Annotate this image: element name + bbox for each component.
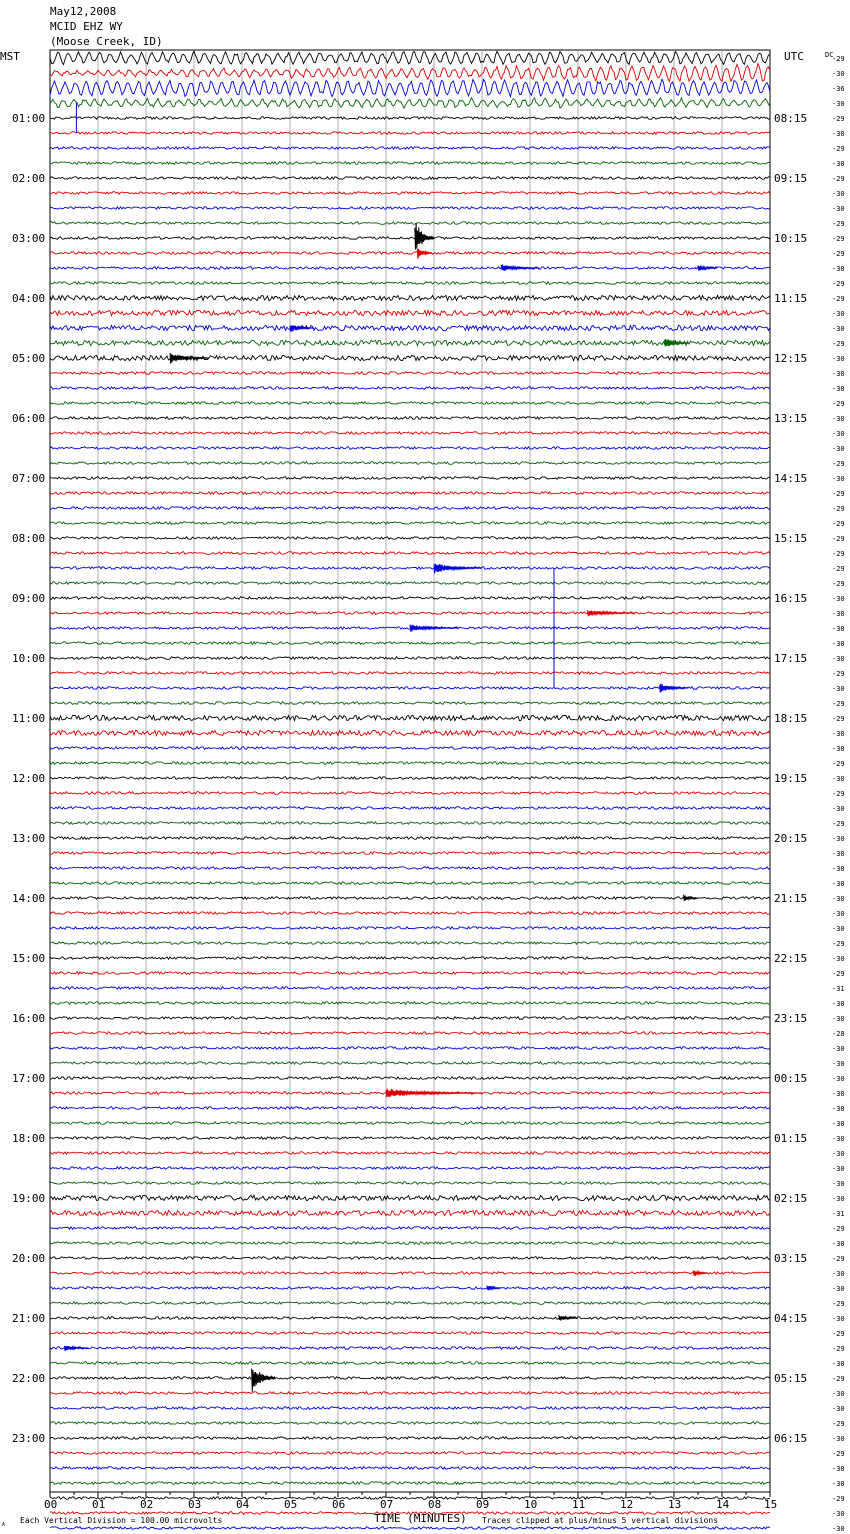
dc-offset-label: -30: [832, 805, 845, 813]
dc-offset-label: -30: [832, 1090, 845, 1098]
dc-offset-label: -30: [832, 1135, 845, 1143]
dc-offset-label: -30: [832, 910, 845, 918]
dc-offset-label: -29: [832, 550, 845, 558]
dc-offset-label: -29: [832, 220, 845, 228]
mst-hour-label: 17:00: [12, 1072, 46, 1085]
mst-hour-label: 11:00: [12, 712, 46, 725]
utc-hour-label: 21:15: [774, 892, 808, 905]
dc-offset-label: -29: [832, 700, 845, 708]
mst-hour-label: 07:00: [12, 472, 46, 485]
dc-offset-label: -31: [832, 985, 845, 993]
dc-offset-label: -29: [832, 115, 845, 123]
mst-hour-label: 18:00: [12, 1132, 46, 1145]
utc-axis-label: UTC: [784, 50, 804, 63]
dc-offset-label: -30: [832, 1360, 845, 1368]
x-tick-label: 07: [380, 1498, 394, 1511]
utc-hour-label: 05:15: [774, 1372, 808, 1385]
utc-hour-label: 11:15: [774, 292, 808, 305]
dc-offset-label: -29: [832, 520, 845, 528]
dc-offset-label: -30: [832, 1180, 845, 1188]
x-tick-label: 05: [284, 1498, 298, 1511]
utc-hour-label: 08:15: [774, 112, 808, 125]
dc-offset-label: -29: [832, 490, 845, 498]
dc-offset-label: -30: [832, 745, 845, 753]
utc-hour-label: 03:15: [774, 1252, 808, 1265]
dc-offset-label: -29: [832, 940, 845, 948]
mst-hour-label: 16:00: [12, 1012, 46, 1025]
utc-hour-label: 20:15: [774, 832, 808, 845]
dc-offset-label: -30: [832, 955, 845, 963]
dc-offset-label: -29: [832, 400, 845, 408]
utc-hour-label: 02:15: [774, 1192, 808, 1205]
mst-hour-label: 23:00: [12, 1432, 46, 1445]
dc-offset-label: -30: [832, 595, 845, 603]
dc-offset-label: -36: [832, 85, 845, 93]
dc-offset-label: -30: [832, 130, 845, 138]
dc-offset-label: -30: [832, 1435, 845, 1443]
x-tick-label: 04: [236, 1498, 250, 1511]
dc-offset-label: -29: [832, 145, 845, 153]
dc-offset-label: -29: [832, 1255, 845, 1263]
dc-offset-label: -29: [832, 505, 845, 513]
dc-offset-label: -30: [832, 1000, 845, 1008]
utc-hour-label: 09:15: [774, 172, 808, 185]
dc-offset-label: -30: [832, 445, 845, 453]
dc-offset-label: -29: [832, 760, 845, 768]
mst-hour-label: 02:00: [12, 172, 46, 185]
mst-hour-label: 20:00: [12, 1252, 46, 1265]
mst-hour-label: 12:00: [12, 772, 46, 785]
dc-offset-label: -30: [832, 310, 845, 318]
dc-offset-label: -31: [832, 1210, 845, 1218]
dc-offset-label: -29: [832, 1345, 845, 1353]
dc-offset-label: -30: [832, 100, 845, 108]
dc-offset-label: -30: [832, 475, 845, 483]
dc-offset-label: -29: [832, 1300, 845, 1308]
dc-offset-label: -29: [832, 250, 845, 258]
dc-offset-label: -30: [832, 835, 845, 843]
dc-offset-label: -30: [832, 205, 845, 213]
dc-offset-label: -29: [832, 580, 845, 588]
dc-offset-label: -30: [832, 1105, 845, 1113]
dc-offset-label: -30: [832, 625, 845, 633]
trace-row: [50, 1497, 770, 1500]
dc-offset-label: -30: [832, 1015, 845, 1023]
dc-offset-label: -30: [832, 160, 845, 168]
dc-offset-label: -30: [832, 880, 845, 888]
dc-offset-label: -30: [832, 1120, 845, 1128]
utc-hour-label: 15:15: [774, 532, 808, 545]
dc-offset-label: -30: [832, 1510, 845, 1518]
utc-hour-label: 17:15: [774, 652, 808, 665]
dc-offset-label: -30: [832, 1390, 845, 1398]
dc-offset-label: -30: [832, 190, 845, 198]
dc-offset-label: -30: [832, 685, 845, 693]
utc-hour-label: 19:15: [774, 772, 808, 785]
dc-offset-label: -29: [832, 55, 845, 63]
x-axis-title: TIME (MINUTES): [374, 1512, 467, 1525]
dc-offset-label: -30: [832, 775, 845, 783]
dc-offset-labels: [832, 55, 845, 1534]
mst-hour-label: 05:00: [12, 352, 46, 365]
x-tick-label: 14: [716, 1498, 730, 1511]
x-tick-label: 12: [620, 1498, 634, 1511]
mst-hour-label: 15:00: [12, 952, 46, 965]
dc-offset-label: -29: [832, 820, 845, 828]
utc-hour-label: 23:15: [774, 1012, 808, 1025]
dc-offset-label: -30: [832, 355, 845, 363]
dc-offset-label: -29: [832, 295, 845, 303]
x-tick-label: 15: [764, 1498, 778, 1511]
dc-offset-label: -30: [832, 850, 845, 858]
dc-offset-label: -30: [832, 1405, 845, 1413]
utc-hour-label: 00:15: [774, 1072, 808, 1085]
mst-hour-label: 14:00: [12, 892, 46, 905]
dc-offset-label: -30: [832, 370, 845, 378]
mst-hour-label: 03:00: [12, 232, 46, 245]
dc-offset-label: -29: [832, 235, 845, 243]
dc-offset-label: -30: [832, 1165, 845, 1173]
location-label: (Moose Creek, ID): [50, 35, 163, 48]
utc-hour-labels: [774, 112, 807, 1445]
dc-offset-label: -29: [832, 970, 845, 978]
mst-axis-label: MST: [0, 50, 20, 63]
mst-hour-label: 13:00: [12, 832, 46, 845]
dc-offset-label: -30: [832, 1465, 845, 1473]
dc-offset-label: -30: [832, 1075, 845, 1083]
dc-offset-label: -29: [832, 535, 845, 543]
utc-hour-label: 13:15: [774, 412, 808, 425]
mst-hour-label: 21:00: [12, 1312, 46, 1325]
utc-hour-label: 01:15: [774, 1132, 808, 1145]
utc-hour-label: 04:15: [774, 1312, 808, 1325]
dc-offset-label: -30: [832, 1240, 845, 1248]
dc-offset-label: -29: [832, 670, 845, 678]
dc-offset-label: -30: [832, 430, 845, 438]
x-tick-label: 06: [332, 1498, 346, 1511]
station-label: MCID EHZ WY: [50, 20, 123, 33]
dc-offset-label: -30: [832, 610, 845, 618]
mst-hour-label: 09:00: [12, 592, 46, 605]
x-tick-label: 09: [476, 1498, 490, 1511]
utc-hour-label: 06:15: [774, 1432, 808, 1445]
dc-offset-label: -29: [832, 175, 845, 183]
dc-offset-label: -30: [832, 655, 845, 663]
x-tick-label: 02: [140, 1498, 154, 1511]
dc-offset-label: -29: [832, 1330, 845, 1338]
dc-header-label: DC: [825, 51, 834, 59]
dc-offset-label: -29: [832, 280, 845, 288]
scale-note: Each Vertical Division = 100.00 microvolts: [20, 1516, 223, 1525]
dc-offset-label: -29: [832, 1375, 845, 1383]
x-tick-label: 11: [572, 1498, 586, 1511]
footer-mark: A: [2, 1522, 6, 1528]
trace-row: [50, 1527, 770, 1530]
dc-offset-label: -30: [832, 70, 845, 78]
dc-offset-label: -30: [832, 1150, 845, 1158]
utc-hour-label: 14:15: [774, 472, 808, 485]
mst-hour-label: 19:00: [12, 1192, 46, 1205]
dc-offset-label: -30: [832, 415, 845, 423]
mst-hour-label: 08:00: [12, 532, 46, 545]
mst-hour-label: 06:00: [12, 412, 46, 425]
x-tick-label: 08: [428, 1498, 442, 1511]
utc-hour-label: 10:15: [774, 232, 808, 245]
utc-hour-label: 12:15: [774, 352, 808, 365]
x-tick-label: 13: [668, 1498, 682, 1511]
mst-hour-label: 04:00: [12, 292, 46, 305]
dc-offset-label: -30: [832, 1195, 845, 1203]
utc-hour-label: 16:15: [774, 592, 808, 605]
clip-note: Traces clipped at plus/minus 5 vertical divisions: [482, 1516, 719, 1525]
utc-hour-label: 22:15: [774, 952, 808, 965]
dc-offset-label: -30: [832, 895, 845, 903]
mst-hour-labels: [12, 112, 45, 1445]
dc-offset-label: -30: [832, 1045, 845, 1053]
dc-offset-label: -30: [832, 1315, 845, 1323]
dc-offset-label: -28: [832, 1030, 845, 1038]
dc-offset-label: -29: [832, 460, 845, 468]
dc-offset-label: -30: [832, 1060, 845, 1068]
x-tick-label: 01: [92, 1498, 106, 1511]
dc-offset-label: -30: [832, 1270, 845, 1278]
dc-offset-label: -30: [832, 640, 845, 648]
dc-offset-label: -29: [832, 1225, 845, 1233]
dc-offset-label: -29: [832, 1495, 845, 1503]
dc-offset-label: -30: [832, 325, 845, 333]
date-label: May12,2008: [50, 5, 117, 18]
dc-offset-label: -29: [832, 1420, 845, 1428]
dc-offset-label: -29: [832, 565, 845, 573]
dc-offset-label: -30: [832, 1285, 845, 1293]
dc-offset-label: -30: [832, 1525, 845, 1533]
x-tick-label: 00: [44, 1498, 58, 1511]
dc-offset-label: -30: [832, 730, 845, 738]
mst-hour-label: 10:00: [12, 652, 46, 665]
mst-hour-label: 01:00: [12, 112, 46, 125]
mst-hour-label: 22:00: [12, 1372, 46, 1385]
dc-offset-label: -29: [832, 1450, 845, 1458]
dc-offset-label: -29: [832, 790, 845, 798]
dc-offset-label: -29: [832, 340, 845, 348]
dc-offset-label: -30: [832, 1480, 845, 1488]
x-axis-ticks: [44, 1492, 777, 1511]
dc-offset-label: -30: [832, 265, 845, 273]
dc-offset-label: -29: [832, 715, 845, 723]
x-tick-label: 03: [188, 1498, 202, 1511]
dc-offset-label: -30: [832, 385, 845, 393]
x-tick-label: 10: [524, 1498, 538, 1511]
utc-hour-label: 18:15: [774, 712, 808, 725]
dc-offset-label: -30: [832, 925, 845, 933]
dc-offset-label: -30: [832, 865, 845, 873]
